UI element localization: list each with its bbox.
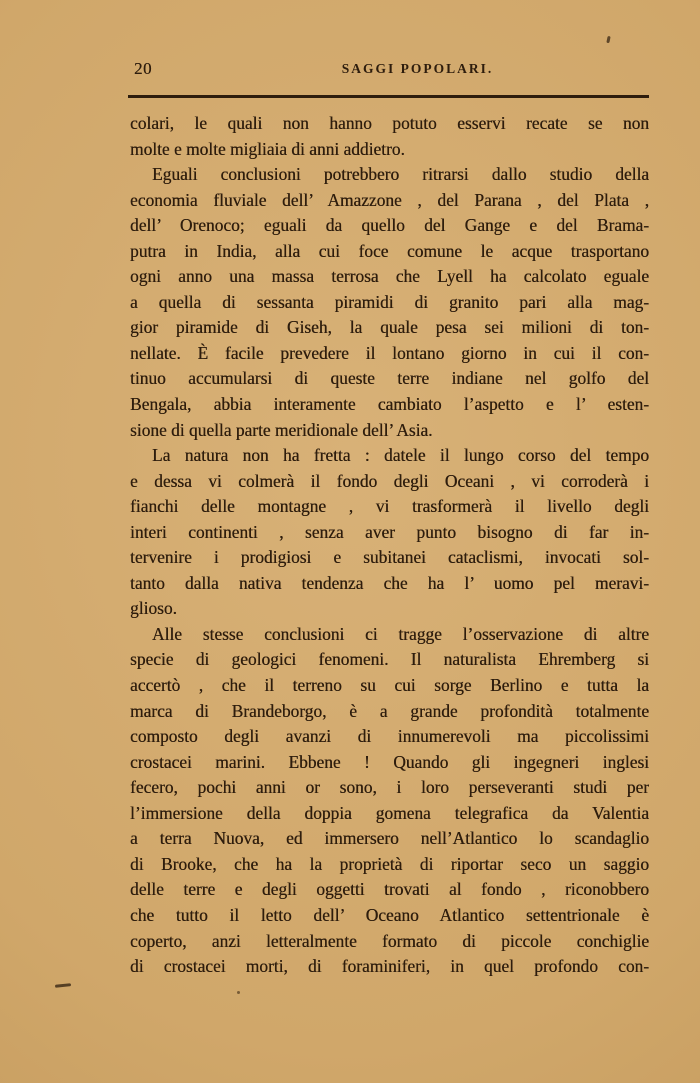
text-line: molte e molte migliaia di anni addietro.	[130, 138, 405, 159]
text-line: tervenire i prodigiosi e subitanei cataclismi, invocati sol-	[130, 547, 649, 568]
text-line: sione di quella parte meridionale dell’ Asia.	[130, 419, 433, 440]
text-line: delle terre e degli oggetti trovati al fondo , riconobbero	[130, 879, 649, 900]
text-line: nellate. È facile prevedere il lontano giorno in cui il con-	[130, 342, 649, 363]
page-header	[130, 58, 649, 84]
running-title: SAGGI POPOLARI.	[341, 61, 494, 76]
text-line: specie di geologici fenomeni. Il naturalista Ehremberg si	[130, 649, 649, 670]
text-line: di Brooke, che ha la proprietà di riportar seco un saggio	[130, 853, 649, 874]
text-line: dell’ Orenoco; eguali da quello del Gange e del Brama-	[130, 215, 649, 236]
text-line: l’immersione della doppia gomena telegrafica da Valentia	[130, 802, 649, 823]
text-line: economia fluviale dell’ Amazzone , del Parana , del Plata ,	[130, 189, 649, 210]
text-line: Alle stesse conclusioni ci tragge l’osservazione di altre	[152, 623, 649, 644]
text-line: gior piramide di Giseh, la quale pesa sei milioni di ton-	[130, 317, 649, 338]
text-line: Eguali conclusioni potrebbero ritrarsi dallo studio della	[152, 164, 649, 185]
text-line: accertò , che il terreno su cui sorge Berlino e tutta la	[130, 675, 649, 696]
stray-mark-dot	[237, 991, 240, 994]
header-rule	[128, 95, 649, 98]
text-line: tinuo accumularsi di queste terre indiane nel golfo del	[130, 368, 649, 389]
text-line: fecero, pochi anni or sono, i loro perseveranti studi per	[130, 777, 649, 798]
text-line: fianchi delle montagne , vi trasformerà il livello degli	[130, 496, 649, 517]
text-line: Bengala, abbia interamente cambiato l’aspetto e l’ esten-	[130, 394, 649, 415]
text-line: interi continenti , senza aver punto bisogno di far in-	[130, 521, 649, 542]
text-line: a terra Nuova, ed immersero nell’Atlantico lo scandaglio	[130, 828, 649, 849]
text-line: ogni anno una massa terrosa che Lyell ha calcolato eguale	[130, 266, 649, 287]
text-line: coperto, anzi letteralmente formato di piccole conchiglie	[130, 930, 649, 951]
text-line: composto degli avanzi di innumerevoli ma piccolissimi	[130, 726, 649, 747]
text-line: e dessa vi colmerà il fondo degli Oceani , vi corroderà i	[130, 470, 649, 491]
text-line: marca di Brandeborgo, è a grande profondità totalmente	[130, 700, 649, 721]
page-number: 20	[134, 59, 152, 78]
text-line: putra in India, alla cui foce comune le acque trasportano	[130, 240, 649, 261]
text-line: tanto dalla nativa tendenza che ha l’ uomo pel meravi-	[130, 572, 649, 593]
text-line: che tutto il letto dell’ Oceano Atlantico settentrionale è	[130, 904, 649, 925]
stray-mark-dash	[55, 983, 71, 987]
text-line: crostacei marini. Ebbene ! Quando gli ingegneri inglesi	[130, 751, 649, 772]
text-line: colari, le quali non hanno potuto esservi recate se non	[130, 113, 649, 133]
text-line: a quella di sessanta piramidi di granito pari alla mag-	[130, 291, 649, 312]
stray-mark-tick	[606, 36, 610, 43]
text-line: La natura non ha fretta : datele il lungo corso del tempo	[152, 445, 649, 466]
text-line: glioso.	[130, 598, 177, 619]
text-block	[130, 111, 649, 980]
text-line: di crostacei morti, di foraminiferi, in quel profondo con-	[130, 956, 649, 977]
